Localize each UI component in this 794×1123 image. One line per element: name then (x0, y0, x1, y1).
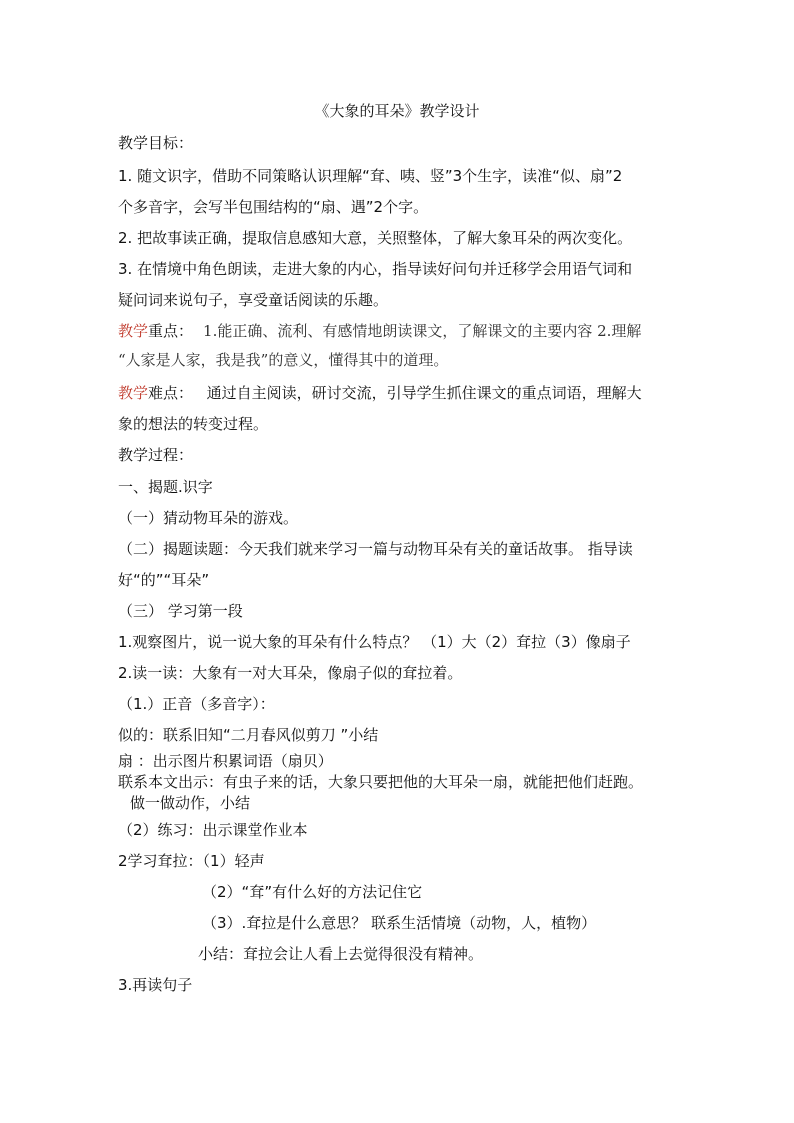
key-points-text-1: 1.能正确、流利、有感情地朗读课文，了解课文的主要内容 2.理解 (203, 322, 642, 340)
key-points-label-rest: 重点： (148, 322, 194, 340)
practice: （2）练习：出示课堂作业本 (118, 821, 308, 839)
difficulty-line1 (118, 383, 642, 403)
document-title: 《大象的耳朵》教学设计 (314, 102, 480, 120)
shan-note: 扇 ：出示图片积累词语（扇贝） (118, 752, 333, 770)
objective-3-line1: 3. 在情境中角色朗读，走进大象的内心，指导读好问句并迁移学会用语气词和 (118, 260, 633, 278)
step-2-line1: （二）揭题读题：今天我们就来学习一篇与动物耳朵有关的童话故事。 指导读 (118, 540, 633, 558)
item-2: 2.读一读：大象有一对大耳朵，像扇子似的耷拉着。 (118, 664, 463, 682)
key-points-line1 (118, 321, 641, 341)
objectives-heading: 教学目标： (118, 134, 194, 152)
process-heading: 教学过程： (118, 446, 194, 464)
reread: 3.再读句子 (118, 976, 193, 994)
item-2-1: （1.）正音（多音字）： (118, 695, 275, 713)
item-1: 1.观察图片，说一说大象的耳朵有什么特点？ （1）大（2）耷拉（3）像扇子 (118, 633, 631, 651)
key-points-line2: “人家是人家，我是我”的意义，懂得其中的道理。 (118, 351, 449, 369)
difficulty-text-1: 通过自主阅读，研讨交流，引导学生抓住课文的重点词语，理解大 (197, 384, 642, 402)
key-points-label-accent: 教学 (118, 322, 149, 340)
dala-2: （2）“耷”有什么好的方法记住它 (202, 883, 423, 901)
objective-1-line1: 1. 随文识字，借助不同策略认识理解“耷、咦、竖”3个生字，读准“似、扇”2 (118, 167, 623, 185)
context-line2: 做一做动作，小结 (130, 794, 251, 812)
difficulty-label-rest: 难点： (148, 384, 194, 402)
difficulty-line2: 象的想法的转变过程。 (118, 415, 269, 433)
step-2-line2: 好“的”“耳朵” (118, 571, 210, 589)
si-note: 似的：联系旧知“二月春风似剪刀 ”小结 (118, 726, 379, 744)
difficulty-label-accent: 教学 (118, 384, 149, 402)
dala-summary: 小结：耷拉会让人看上去觉得很没有精神。 (198, 945, 484, 963)
dala-3: （3）.耷拉是什么意思？ 联系生活情境（动物，人，植物） (202, 914, 597, 932)
section-1-heading: 一、揭题.识字 (118, 478, 213, 496)
objective-3-line2: 疑问词来说句子，享受童话阅读的乐趣。 (118, 291, 389, 309)
context-line1: 联系本文出示：有虫子来的话，大象只要把他的大耳朵一扇，就能把他们赶跑。 (118, 773, 644, 791)
step-1: （一）猜动物耳朵的游戏。 (118, 509, 299, 527)
learn-dala: 2学习耷拉：（1）轻声 (118, 852, 265, 870)
step-3: （三） 学习第一段 (118, 602, 243, 620)
objective-2: 2. 把故事读正确，提取信息感知大意，关照整体，了解大象耳朵的两次变化。 (118, 229, 633, 247)
objective-1-line2: 个多音字，会写半包围结构的“扇、遇”2个字。 (118, 198, 429, 216)
